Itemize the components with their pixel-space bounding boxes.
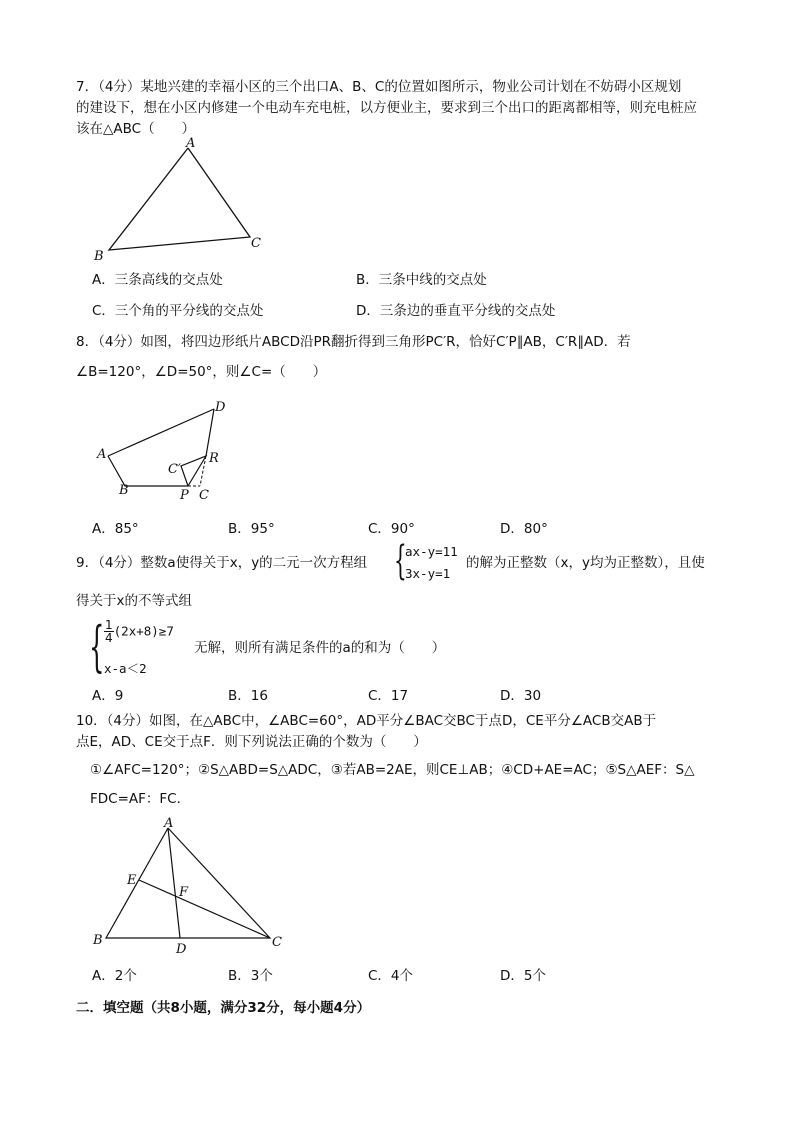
q7-option-b[interactable]: B．三条中线的交点处 bbox=[356, 272, 487, 288]
q7-option-c[interactable]: C．三个角的平分线的交点处 bbox=[92, 303, 264, 319]
q7-triangle-figure bbox=[88, 136, 278, 266]
q8-option-a[interactable]: A．85° bbox=[92, 521, 139, 537]
q10-line-2: 点E，AD、CE交于点F．则下列说法正确的个数为（ ） bbox=[76, 734, 427, 750]
q10-option-c[interactable]: C．4个 bbox=[368, 968, 414, 984]
q9-equation-2: 3x-y=1 bbox=[405, 566, 451, 581]
q7-line-3: 该在△ABC（ ） bbox=[76, 121, 196, 137]
q9-option-a[interactable]: A．9 bbox=[92, 688, 124, 704]
q8-label-c-prime: C′ bbox=[168, 462, 181, 477]
q8-option-d[interactable]: D．80° bbox=[500, 521, 548, 537]
q8-option-c[interactable]: C．90° bbox=[368, 521, 415, 537]
q10-option-a[interactable]: A．2个 bbox=[92, 968, 137, 984]
q10-label-d: D bbox=[176, 942, 187, 957]
q9-line-1-suffix: 的解为正整数（x，y均为正整数），且使 bbox=[466, 555, 705, 571]
q9-equation-1: ax-y=11 bbox=[405, 544, 458, 559]
q8-label-b: B bbox=[119, 483, 129, 498]
q8-quadrilateral-figure bbox=[92, 396, 242, 508]
q10-label-c: C bbox=[272, 935, 282, 950]
q9-system-brace: { bbox=[394, 538, 407, 584]
q10-line-4: FDC=AF：FC． bbox=[90, 791, 191, 807]
q9-option-b[interactable]: B．16 bbox=[228, 688, 268, 704]
q9-option-c[interactable]: C．17 bbox=[368, 688, 409, 704]
q10-label-a: A bbox=[164, 816, 174, 831]
q10-label-b: B bbox=[93, 933, 103, 948]
q7-option-a[interactable]: A．三条高线的交点处 bbox=[92, 272, 223, 288]
q9-inequality-2: x-a＜2 bbox=[104, 661, 147, 676]
q7-line-2: 的建设下，想在小区内修建一个电动车充电桩，以方便业主，要求到三个出口的距离都相等，则充电桩应 bbox=[76, 100, 697, 116]
q10-label-f: F bbox=[179, 885, 189, 900]
q8-label-c: C bbox=[199, 488, 209, 503]
q7-triangle bbox=[109, 148, 250, 250]
q9-line-1-prefix: 9．（4分）整数a使得关于x，y的二元一次方程组 bbox=[76, 555, 368, 571]
q8-label-p: P bbox=[180, 488, 189, 503]
q8-line-2: ∠B=120°，∠D=50°，则∠C=（ ） bbox=[76, 364, 327, 380]
q10-triangle-figure bbox=[90, 814, 290, 960]
q9-line-2: 得关于x的不等式组 bbox=[76, 593, 192, 609]
q10-option-d[interactable]: D．5个 bbox=[500, 968, 546, 984]
q8-label-a: A bbox=[97, 447, 107, 462]
q9-inequality-brace: { bbox=[89, 615, 105, 678]
q7-label-a: A bbox=[186, 136, 196, 151]
q9-option-d[interactable]: D．30 bbox=[500, 688, 542, 704]
q9-fraction: $\frac{1}{4}$ bbox=[105, 618, 113, 645]
q10-label-e: E bbox=[127, 873, 137, 888]
q7-line-1: 7．（4分）某地兴建的幸福小区的三个出口A、B、C的位置如图所示，物业公司计划在不妨碍小区规划 bbox=[76, 79, 682, 95]
q8-label-r: R bbox=[209, 451, 219, 466]
section-2-heading: 二．填空题（共8小题，满分32分，每小题4分） bbox=[76, 1000, 371, 1016]
q8-line-1: 8．（4分）如图，将四边形纸片ABCD沿PR翻折得到三角形PC′R，恰好C′P∥AB，C′R∥AD．若 bbox=[76, 334, 631, 350]
q7-label-c: C bbox=[251, 236, 261, 251]
q7-option-d[interactable]: D．三条边的垂直平分线的交点处 bbox=[356, 303, 556, 319]
q8-option-b[interactable]: B．95° bbox=[228, 521, 275, 537]
q9-line-3-suffix: 无解，则所有满足条件的a的和为（ ） bbox=[194, 640, 446, 656]
q9-inequality-1: $\frac{1}{4}$ (2x+8)≥7 bbox=[105, 618, 174, 645]
q8-label-d: D bbox=[215, 400, 226, 415]
q10-option-b[interactable]: B．3个 bbox=[228, 968, 273, 984]
q10-line-1: 10．（4分）如图，在△ABC中，∠ABC=60°，AD平分∠BAC交BC于点D，CE平分∠ACB交AB于 bbox=[76, 713, 657, 729]
q10-line-3: ①∠AFC=120°；②S△ABD=S△ADC，③若AB=2AE，则CE⊥AB；④CD+AE=AC；⑤S△AEF：S△ bbox=[90, 762, 695, 778]
q7-label-b: B bbox=[94, 249, 104, 264]
